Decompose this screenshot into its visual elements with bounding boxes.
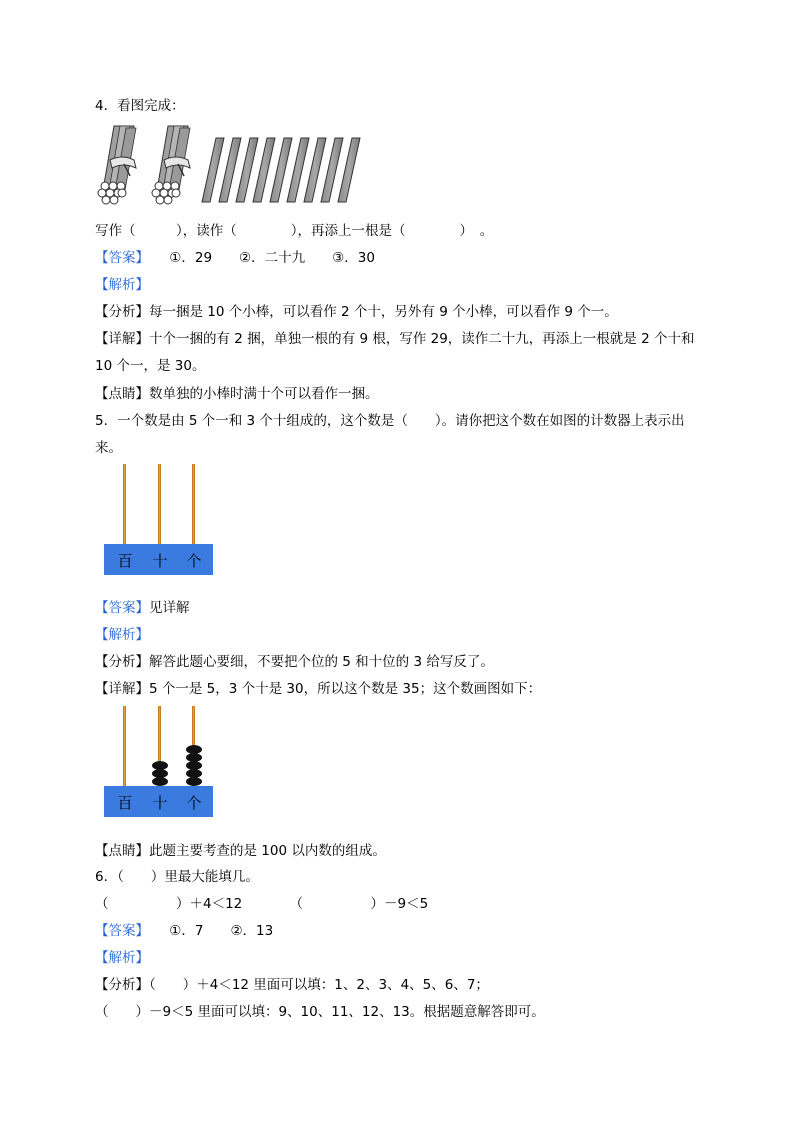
- q6-answer: [95, 922, 273, 940]
- abacus-bead: [152, 761, 168, 770]
- fenxi-tag: 【分析】: [95, 304, 149, 320]
- answer-text: 见详解: [149, 600, 190, 616]
- fenxi-tag: 【分析】: [95, 977, 149, 993]
- answer-text: ①．7 ②．13: [142, 923, 274, 939]
- q4-detail: [95, 330, 694, 348]
- place-label-tens: 十: [152, 552, 168, 570]
- q4-answer: [95, 249, 375, 267]
- abacus-bead: [186, 745, 202, 754]
- dianjing-tag: 【点睛】: [95, 386, 149, 402]
- answer-text: ①．29 ②．二十九 ③．30: [142, 250, 375, 266]
- stick-bundles-figure: [92, 124, 362, 210]
- fenxi-text: 每一捆是 10 个小棒，可以看作 2 个十，另外有 9 个小棒，可以看作 9 个一。: [149, 304, 618, 320]
- q5-dianjing: [95, 842, 386, 860]
- place-label-tens: 十: [152, 794, 168, 812]
- fenxi-text: 解答此题心要细，不要把个位的 5 和十位的 3 给写反了。: [149, 654, 494, 670]
- stick-bundle-icon: [98, 126, 136, 204]
- q4-fenxi: [95, 303, 618, 321]
- analysis-tag: 【解析】: [95, 627, 149, 643]
- q6-fenxi: [95, 976, 489, 994]
- detail-text: 十个一捆的有 2 捆，单独一根的有 9 根，写作 29，读作二十九，再添上一根就是 2 个十和: [149, 331, 695, 347]
- q6-question: （ ）＋4＜12 （ ）－9＜5: [95, 896, 429, 912]
- dianjing-text: 数单独的小棒时满十个可以看作一捆。: [149, 386, 379, 402]
- q6-title: 6．（ ）里最大能填几。: [95, 869, 259, 885]
- abacus-bead: [186, 753, 202, 762]
- answer-tag: 【答案】: [95, 250, 143, 266]
- q5-fenxi: [95, 653, 494, 671]
- fenxi-tag: 【分析】: [95, 654, 149, 670]
- analysis-tag: 【解析】: [95, 950, 149, 966]
- place-label-hundreds: 百: [117, 794, 133, 812]
- detail-text: 5 个一是 5，3 个十是 30，所以这个数是 35；这个数画图如下：: [149, 681, 542, 697]
- stick-bundle-icon: [152, 126, 190, 204]
- detail-tag: 【详解】: [95, 331, 149, 347]
- abacus-bead: [186, 769, 202, 778]
- dianjing-tag: 【点睛】: [95, 843, 149, 859]
- q5-title: 5．一个数是由 5 个一和 3 个十组成的，这个数是（ ）。请你把这个数在如图的计数器上表示出: [95, 413, 685, 429]
- answer-tag: 【答案】: [95, 923, 143, 939]
- q4-analysis-tag: [95, 276, 149, 294]
- place-label-hundreds: 百: [117, 552, 133, 570]
- q4-title: 4．看图完成：: [95, 98, 185, 114]
- abacus-rod: [192, 464, 195, 544]
- q4-dianjing: [95, 385, 379, 403]
- abacus-bead: [186, 777, 202, 786]
- q6-analysis-tag: [95, 949, 149, 967]
- single-sticks: [202, 138, 360, 202]
- q4-detail-cont: 10 个一，是 30。: [95, 358, 206, 374]
- q5-detail: [95, 680, 541, 698]
- abacus-bead: [152, 769, 168, 778]
- fenxi-text: （ ）＋4＜12 里面可以填：1、2、3、4、5、6、7；: [149, 977, 489, 993]
- q6-fenxi-cont: （ ）－9＜5 里面可以填：9、10、11、12、13。根据题意解答即可。: [95, 1004, 545, 1020]
- abacus-rod: [123, 706, 126, 786]
- q4-question: 写作（ ），读作（ ），再添上一根是（ ） 。: [95, 223, 494, 239]
- detail-tag: 【详解】: [95, 681, 149, 697]
- abacus-filled: [104, 706, 214, 818]
- q5-title-cont: 来。: [95, 440, 122, 456]
- q5-analysis-tag: [95, 626, 149, 644]
- abacus-bead: [186, 761, 202, 770]
- abacus-rod: [158, 464, 161, 544]
- abacus-empty: [104, 464, 214, 576]
- analysis-tag: 【解析】: [95, 277, 149, 293]
- abacus-bead: [152, 777, 168, 786]
- q5-answer: [95, 599, 190, 617]
- place-label-ones: 个: [186, 552, 202, 570]
- dianjing-text: 此题主要考查的是 100 以内数的组成。: [149, 843, 386, 859]
- abacus-rod: [123, 464, 126, 544]
- answer-tag: 【答案】: [95, 600, 149, 616]
- place-label-ones: 个: [186, 794, 202, 812]
